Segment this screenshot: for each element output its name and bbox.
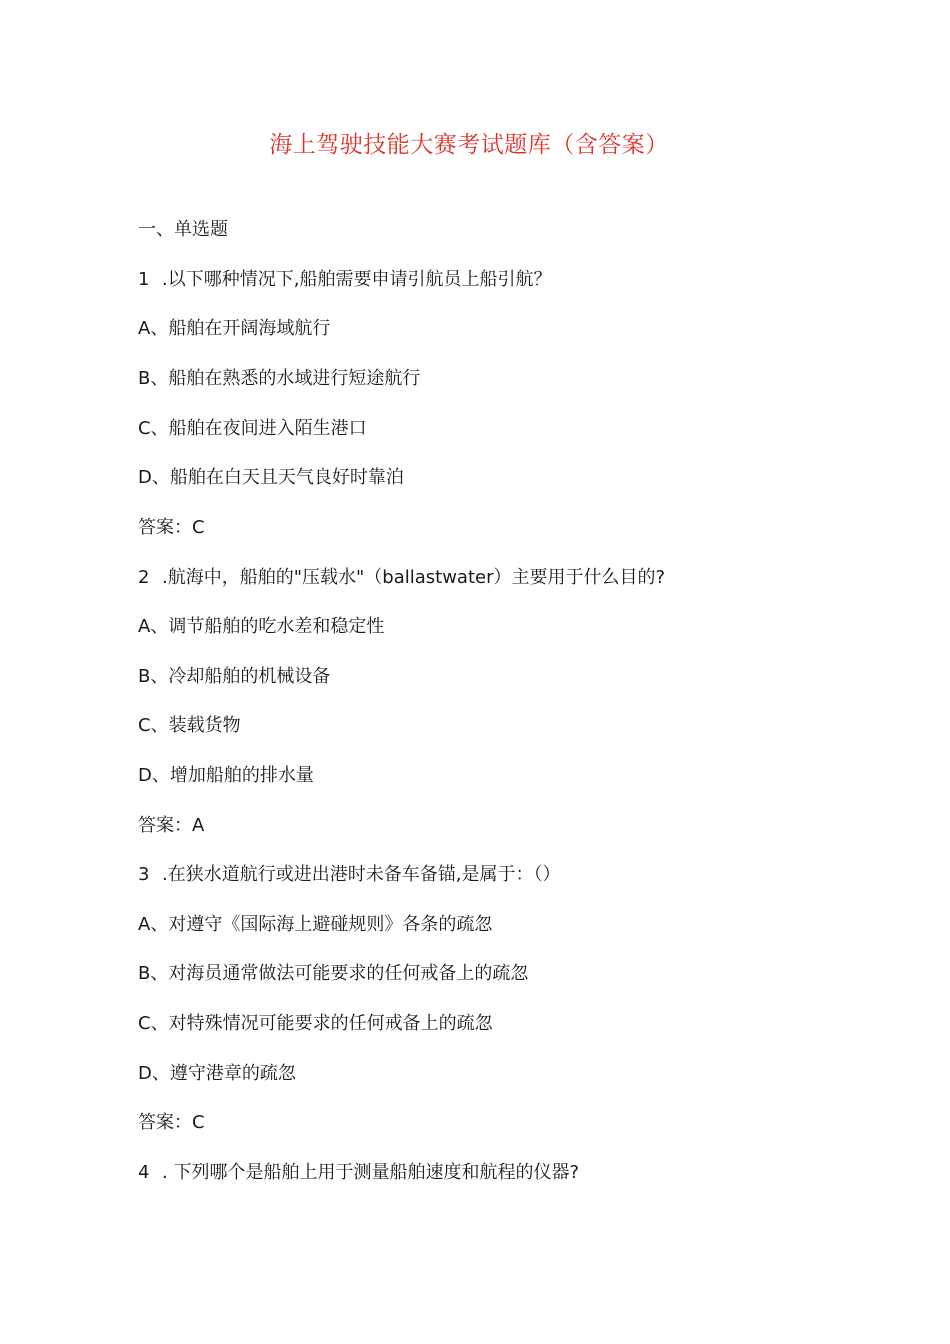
option-key: B: [138, 666, 151, 687]
option-text: 、船舶在开阔海域航行: [150, 318, 331, 339]
option-c: [138, 1012, 493, 1036]
option-c: [138, 714, 241, 738]
question-number: 1: [138, 269, 150, 290]
option-d: [138, 1062, 296, 1086]
question-3: [138, 863, 560, 887]
option-a: [138, 615, 384, 639]
option-key: A: [138, 914, 151, 935]
option-d: [138, 764, 314, 788]
option-b: [138, 962, 528, 986]
question-number: 4: [138, 1162, 150, 1183]
option-a: [138, 913, 492, 937]
option-key: C: [138, 418, 151, 439]
option-text: 、船舶在白天且天气良好时靠泊: [151, 467, 404, 488]
option-key: D: [138, 765, 152, 786]
option-key: A: [138, 318, 151, 339]
option-b: [138, 665, 330, 689]
page-title: 海上驾驶技能大赛考试题库（含答案）: [269, 132, 669, 158]
question-text: . 下列哪个是船舶上用于测量船舶速度和航程的仪器?: [162, 1162, 579, 1183]
option-c: [138, 417, 367, 441]
answer: 答案：A: [138, 815, 205, 836]
option-text: 、调节船舶的吃水差和稳定性: [150, 616, 385, 637]
option-text: 、冷却船舶的机械设备: [150, 666, 331, 687]
question-4: [138, 1161, 579, 1185]
option-text: 、增加船舶的排水量: [151, 765, 314, 786]
question-number: 2: [138, 567, 150, 588]
question-1: [138, 268, 551, 292]
option-key: C: [138, 1013, 151, 1034]
option-key: B: [138, 368, 151, 389]
option-b: [138, 367, 420, 391]
option-key: D: [138, 467, 152, 488]
answer: 答案：C: [138, 517, 205, 538]
option-key: D: [138, 1063, 152, 1084]
question-number: 3: [138, 864, 150, 885]
question-text: .在狭水道航行或进出港时未备车备锚,是属于：（）: [162, 864, 561, 885]
option-text: 、对海员通常做法可能要求的任何戒备上的疏忽: [150, 963, 529, 984]
option-key: A: [138, 616, 151, 637]
answer: 答案：C: [138, 1112, 205, 1133]
option-text: 、船舶在熟悉的水域进行短途航行: [150, 368, 421, 389]
option-text: 、船舶在夜间进入陌生港口: [150, 418, 367, 439]
question-text: .航海中，船舶的"压载水"（ballastwater）主要用于什么目的?: [162, 567, 666, 588]
option-key: C: [138, 715, 151, 736]
option-a: [138, 317, 330, 341]
option-d: [138, 466, 404, 490]
option-text: 、装载货物: [150, 715, 241, 736]
question-2: [138, 566, 665, 590]
option-text: 、对特殊情况可能要求的任何戒备上的疏忽: [150, 1013, 493, 1034]
option-text: 、对遵守《国际海上避碰规则》各条的疏忽: [150, 914, 493, 935]
question-text: .以下哪种情况下,船舶需要申请引航员上船引航？: [162, 269, 552, 290]
option-key: B: [138, 963, 151, 984]
option-text: 、遵守港章的疏忽: [151, 1063, 296, 1084]
section-heading: 一、单选题: [138, 219, 228, 240]
